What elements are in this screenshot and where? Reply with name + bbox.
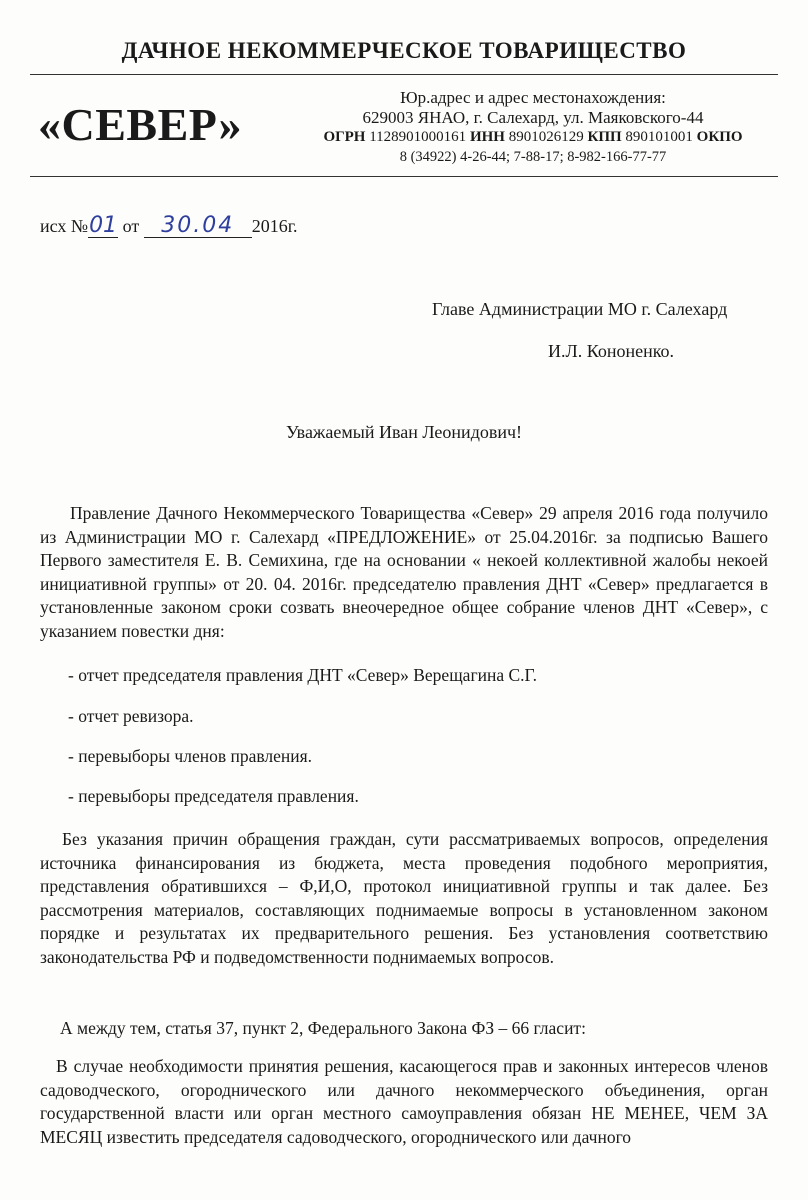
- agenda-item: - перевыборы председателя правления.: [68, 786, 359, 806]
- kpp-value: 890101001: [625, 129, 693, 145]
- registration-line: [298, 128, 768, 147]
- body-paragraph-3: А между тем, статья 37, пункт 2, Федерального Закона ФЗ – 66 гласит:: [60, 1018, 586, 1038]
- body-paragraph-1: Правление Дачного Некоммерческого Товарищества «Север» 29 апреля 2016 года получило из Администрации МО г. Салехард «ПРЕДЛОЖЕНИЕ» от 25.04.2016г. за подписью Вашего Первого заместителя Е. В. Семихина, где на основании « некоей коллективной жалобы некоей инициативной группы» от 20. 04. 2016г. председателю правления ДНТ «Север» предлагается в установленные законом сроки созвать внеочередное общее собрание членов ДНТ «Север», с указанием повестки дня:: [40, 503, 768, 641]
- addressee-name: И.Л. Кононенко.: [548, 341, 675, 361]
- header-rule-top: [30, 74, 778, 75]
- phone-line: 8 (34922) 4-26-44; 7-88-17; 8-982-166-77-77: [399, 149, 667, 165]
- inn-value: 8901026129: [508, 129, 584, 145]
- address-label: Юр.адрес и адрес местонахождения:: [400, 88, 666, 107]
- ogrn-label: ОГРН: [323, 129, 366, 145]
- body-paragraph-4: В случае необходимости принятия решения, касающегося прав и законных интересов членов садоводческого, огороднического или дачного некоммерческого объединения, орган государственной власти или орган местного самоуправления обязан НЕ МЕНЕЕ, ЧЕМ ЗА МЕСЯЦ известить председателя садоводческого, огороднического или дачного: [40, 1056, 768, 1147]
- agenda-item: - отчет ревизора.: [68, 706, 194, 726]
- outgoing-number: 01: [89, 213, 118, 238]
- body-paragraph-2: Без указания причин обращения граждан, сути рассматриваемых вопросов, определения источника финансирования из бюджета, места проведения подобного мероприятия, представления обратившихся – Ф,И,О, протокол инициативной группы и так далее. Без рассмотрения материалов, составляющих поднимаемые вопросы в установленном законом порядке и результатах их предварительного решения. Без установления соответствию законодательства РФ и подведомственности поднимаемых вопросов.: [40, 829, 768, 967]
- okpo-label: ОКПО: [696, 129, 743, 145]
- outgoing-reference: [40, 215, 298, 238]
- header-rule-bottom: [30, 176, 778, 177]
- inn-label: ИНН: [469, 129, 505, 145]
- outgoing-date: 30.04: [144, 215, 252, 238]
- org-title: ДАЧНОЕ НЕКОММЕРЧЕСКОЕ ТОВАРИЩЕСТВО: [121, 38, 687, 63]
- outgoing-year: 2016г.: [251, 216, 298, 236]
- agenda-item: - перевыборы членов правления.: [68, 746, 313, 766]
- addressee-title: Главе Администрации МО г. Салехард: [432, 299, 728, 319]
- ogrn-value: 1128901000161: [369, 129, 467, 145]
- agenda-item: - отчет председателя правления ДНТ «Север» Верещагина С.Г.: [68, 665, 538, 685]
- address-line: 629003 ЯНАО, г. Салехард, ул. Маяковского-44: [362, 108, 704, 127]
- address-block: [298, 88, 768, 167]
- kpp-label: КПП: [587, 129, 622, 145]
- brand-name: «СЕВЕР»: [38, 99, 243, 150]
- outgoing-prefix: исх №: [40, 216, 89, 236]
- salutation: Уважаемый Иван Леонидович!: [285, 422, 523, 442]
- outgoing-from: от: [122, 216, 140, 236]
